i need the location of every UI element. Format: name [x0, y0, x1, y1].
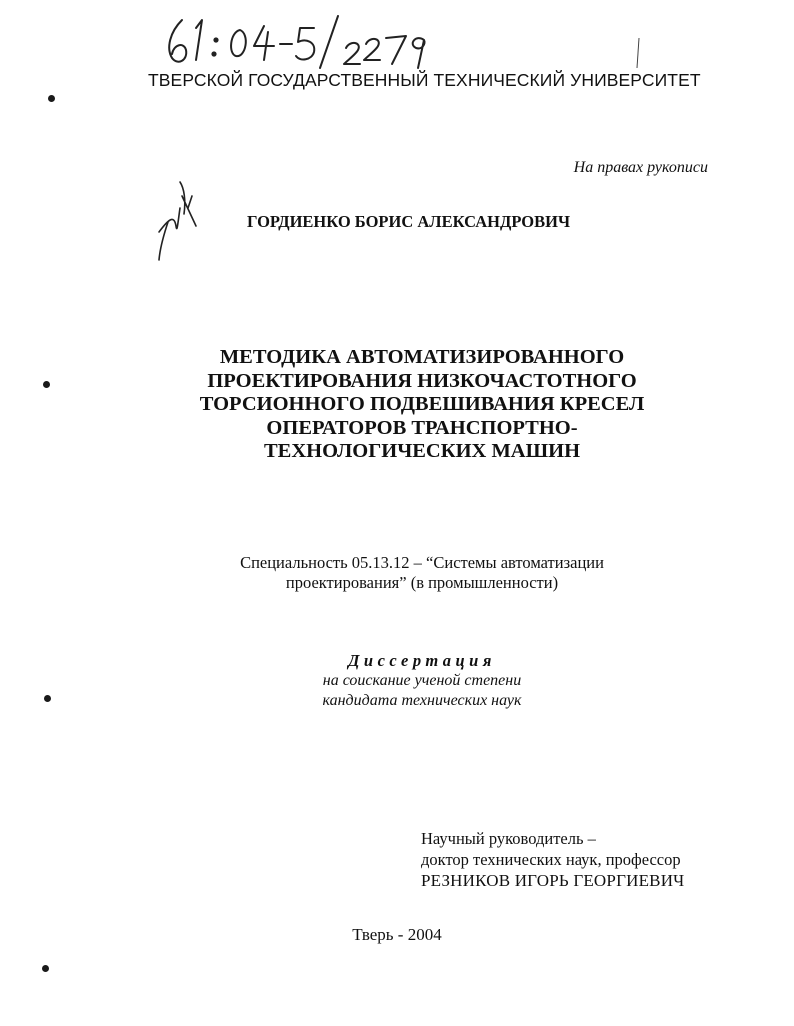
university-name: ТВЕРСКОЙ ГОСУДАРСТВЕННЫЙ ТЕХНИЧЕСКИЙ УНИВЕРСИТЕТ — [148, 70, 701, 90]
binder-mark — [43, 381, 50, 388]
title-line: ТЕХНОЛОГИЧЕСКИХ МАШИН — [263, 440, 581, 462]
degree-line: на соискание ученой степени — [322, 672, 522, 689]
title-line: ТОРСИОННОГО ПОДВЕШИВАНИЯ КРЕСЕЛ — [199, 393, 645, 415]
title-line: ПРОЕКТИРОВАНИЯ НИЗКОЧАСТОТНОГО — [207, 369, 637, 392]
specialty-line: проектирования” (в промышленности) — [285, 573, 559, 592]
binder-mark — [48, 95, 55, 102]
binder-mark — [44, 695, 51, 702]
archive-number-drawing — [160, 14, 460, 74]
binder-mark — [42, 965, 49, 972]
author-name: ГОРДИЕНКО БОРИС АЛЕКСАНДРОВИЧ — [247, 212, 571, 231]
supervisor-degree: доктор технических наук, профессор — [421, 850, 681, 869]
supervisor-role: Научный руководитель – — [421, 829, 596, 848]
specialty — [150, 553, 694, 593]
title-line: ОПЕРАТОРОВ ТРАНСПОРТНО- — [266, 416, 578, 439]
degree-line: кандидата технических наук — [322, 692, 522, 709]
supervisor-name: РЕЗНИКОВ ИГОРЬ ГЕОРГИЕВИЧ — [421, 871, 685, 890]
specialty-line: Специальность 05.13.12 – “Системы автоматизации — [240, 553, 604, 572]
dissertation-block — [200, 651, 644, 711]
dissertation-title — [150, 346, 694, 464]
rights-note: На правах рукописи — [573, 159, 708, 176]
archive-number-handwritten — [160, 14, 460, 74]
dissertation-word: Диссертация — [348, 651, 496, 670]
margin-mark — [636, 38, 640, 68]
supervisor-block — [421, 828, 751, 891]
title-line: МЕТОДИКА АВТОМАТИЗИРОВАННОГО — [219, 346, 625, 368]
city-year: Тверь - 2004 — [352, 925, 442, 944]
handwritten-signature — [150, 178, 210, 268]
